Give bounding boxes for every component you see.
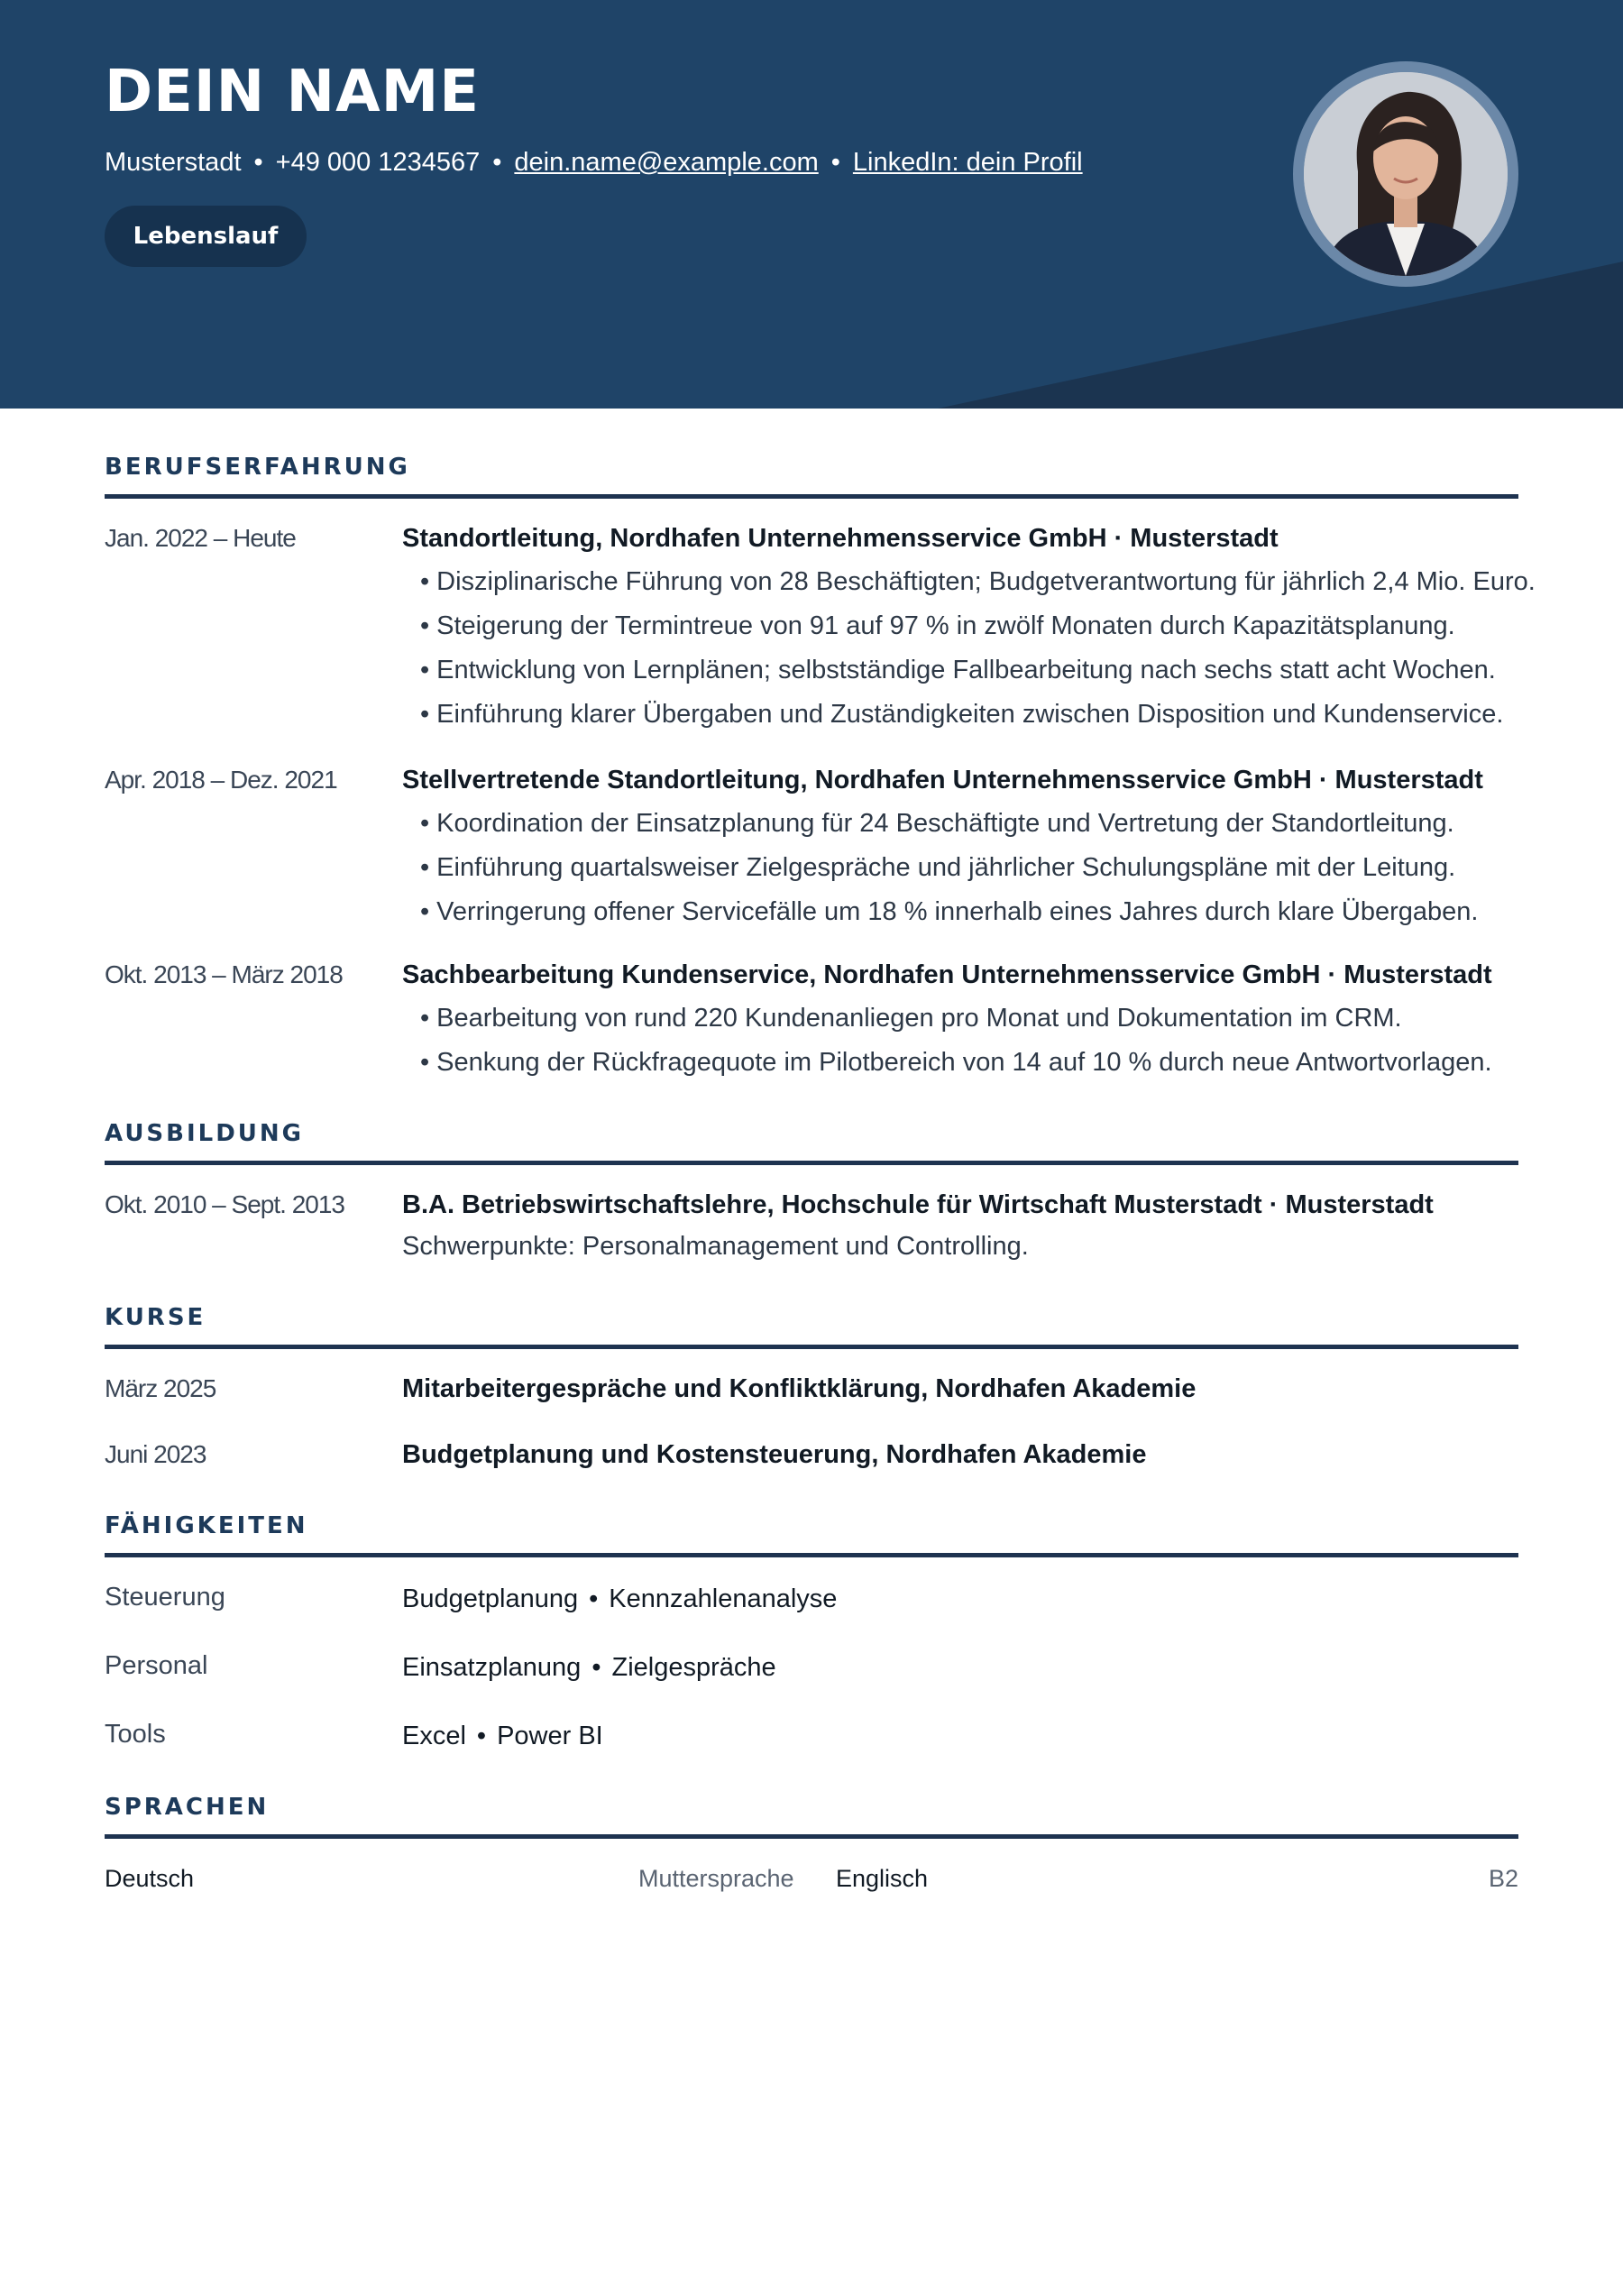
section-title-skills: FÄHIGKEITEN (105, 1512, 308, 1539)
entry-bullets (420, 560, 1536, 737)
bullet-item: • Einführung klarer Übergaben und Zuständigkeiten zwischen Disposition und Kundenservice. (420, 693, 1536, 737)
section-title-courses: KURSE (105, 1304, 206, 1331)
course-title: Budgetplanung und Kostensteuerung, Nordhafen Akademie (402, 1440, 1147, 1469)
course-title: Mitarbeitergespräche und Konfliktklärung, Nordhafen Akademie (402, 1374, 1197, 1403)
skill-category: Personal (105, 1651, 208, 1680)
skill-item: Excel (402, 1722, 466, 1750)
entry-bullets (420, 996, 1492, 1085)
entry-title: B.A. Betriebswirtschaftslehre, Hochschule für Wirtschaft Musterstadt · Musterstadt (402, 1190, 1434, 1219)
bullet-item: • Senkung der Rückfragequote im Pilotbereich von 14 auf 10 % durch neue Antwortvorlagen. (420, 1041, 1492, 1085)
bullet-item: • Disziplinarische Führung von 28 Beschäftigten; Budgetverantwortung für jährlich 2,4 Mio. Euro. (420, 560, 1536, 604)
entry-date: Okt. 2013 – März 2018 (105, 960, 343, 988)
section-divider (105, 1834, 1518, 1839)
skill-item: Zielgespräche (611, 1653, 776, 1682)
skill-item: Kennzahlenanalyse (609, 1584, 838, 1613)
section-divider (105, 1161, 1518, 1165)
section-title-experience: BERUFSERFAHRUNG (105, 454, 410, 481)
skill-list (402, 1718, 603, 1754)
skill-category: Tools (105, 1720, 166, 1749)
entry-title: Standortleitung, Nordhafen Unternehmensservice GmbH · Musterstadt (402, 524, 1279, 553)
bullet-item: • Steigerung der Termintreue von 91 auf 97 % in zwölf Monaten durch Kapazitätsplanung. (420, 604, 1536, 648)
document-type-badge: Lebenslauf (105, 206, 307, 267)
skill-item: Einsatzplanung (402, 1653, 582, 1682)
course-date: März 2025 (105, 1374, 216, 1402)
skill-separator: • (476, 1722, 487, 1750)
entry-date: Apr. 2018 – Dez. 2021 (105, 766, 337, 794)
contact-separator: • (830, 148, 840, 177)
entry-detail: Schwerpunkte: Personalmanagement und Controlling. (402, 1232, 1029, 1261)
contact-separator: • (253, 148, 263, 177)
entry-title: Stellvertretende Standortleitung, Nordhafen Unternehmensservice GmbH · Musterstadt (402, 766, 1483, 794)
language-name: Deutsch (105, 1865, 195, 1892)
section-divider (105, 1553, 1518, 1557)
skill-item: Budgetplanung (402, 1584, 579, 1613)
linkedin-link[interactable]: LinkedIn: dein Profil (852, 148, 1083, 177)
skill-item: Power BI (497, 1722, 603, 1750)
skill-list (402, 1581, 837, 1617)
person-name: DEIN NAME (105, 59, 480, 125)
skill-list (402, 1649, 776, 1685)
section-title-education: AUSBILDUNG (105, 1120, 305, 1147)
contact-phone[interactable]: +49 000 1234567 (275, 148, 481, 177)
header-banner (0, 0, 1623, 409)
entry-date: Okt. 2010 – Sept. 2013 (105, 1190, 344, 1218)
email-link[interactable]: dein.name@example.com (514, 148, 819, 177)
section-divider (105, 494, 1518, 499)
bullet-item: • Einführung quartalsweiser Zielgespräche und jährlicher Schulungspläne mit der Leitung. (420, 846, 1478, 890)
skill-separator: • (591, 1653, 601, 1682)
skill-category: Steuerung (105, 1583, 225, 1612)
contact-separator: • (492, 148, 502, 177)
bullet-item: • Entwicklung von Lernplänen; selbstständige Fallbearbeitung nach sechs statt acht Wochen. (420, 648, 1536, 693)
contact-city: Musterstadt (105, 148, 242, 177)
language-level: Muttersprache (638, 1865, 794, 1892)
contact-line (105, 144, 1083, 180)
bullet-item: • Verringerung offener Servicefälle um 18 % innerhalb eines Jahres durch klare Übergaben. (420, 890, 1478, 934)
skill-separator: • (589, 1584, 599, 1613)
section-title-languages: SPRACHEN (105, 1794, 270, 1821)
entry-date: Jan. 2022 – Heute (105, 524, 296, 552)
section-divider (105, 1345, 1518, 1349)
language-name: Englisch (836, 1865, 929, 1892)
bullet-item: • Bearbeitung von rund 220 Kundenanliegen pro Monat und Dokumentation im CRM. (420, 996, 1492, 1041)
portrait-photo-icon (1304, 72, 1508, 276)
entry-title: Sachbearbeitung Kundenservice, Nordhafen Unternehmensservice GmbH · Musterstadt (402, 960, 1492, 989)
portrait-illustration (1304, 72, 1508, 276)
photo-frame (1293, 61, 1518, 287)
language-level: B2 (1488, 1865, 1518, 1892)
entry-bullets (420, 802, 1478, 934)
bullet-item: • Koordination der Einsatzplanung für 24 Beschäftigte und Vertretung der Standortleitung. (420, 802, 1478, 846)
course-date: Juni 2023 (105, 1440, 206, 1468)
